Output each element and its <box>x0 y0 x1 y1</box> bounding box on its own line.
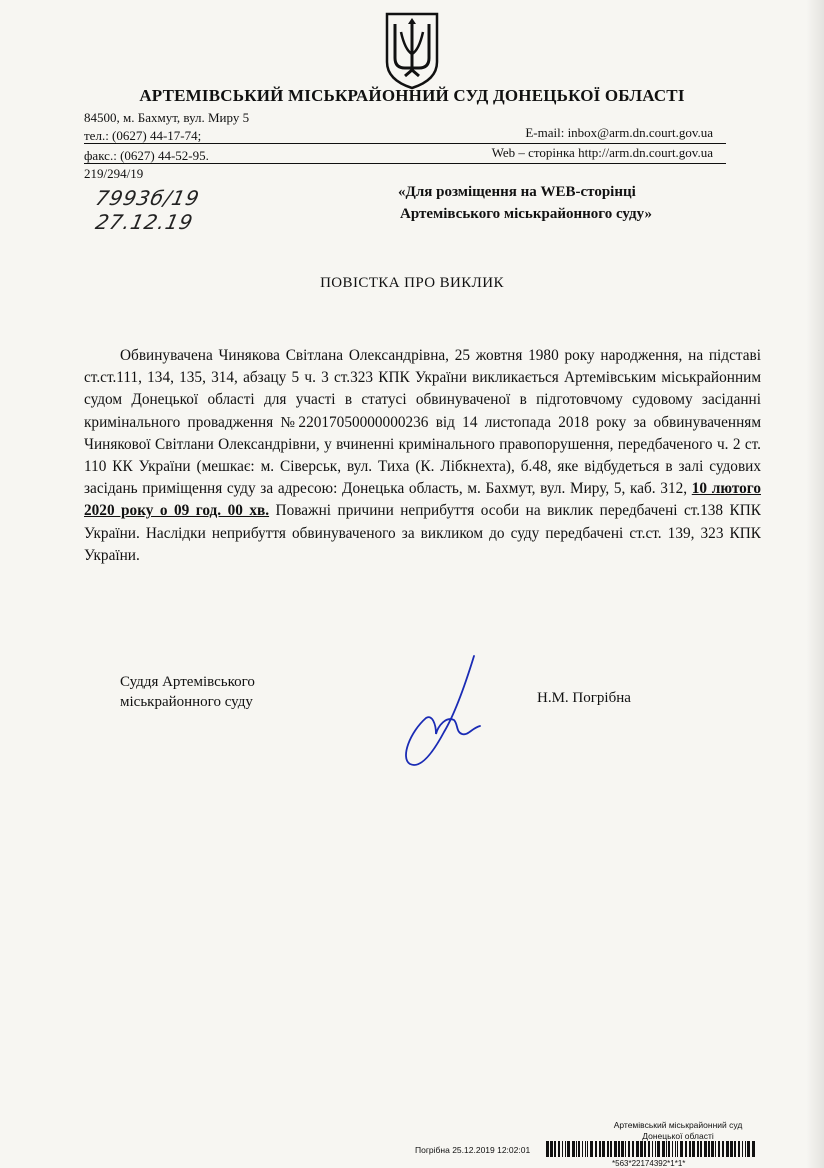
e-signature-info: Погрібна 25.12.2019 12:02:01 <box>415 1145 531 1155</box>
coat-of-arms-icon <box>383 10 441 90</box>
case-number: 219/294/19 <box>84 166 144 181</box>
e-signature-court <box>598 1120 758 1142</box>
handwritten-reg-date: 27.12.19 <box>93 210 196 234</box>
court-address: 84500, м. Бахмут, вул. Миру 5 <box>84 110 250 125</box>
web-note-line1: «Для розміщення на WEB-сторінці <box>398 184 636 200</box>
hearing-datetime: 10 лютого 2020 року о 09 год. 00 хв. <box>84 480 761 520</box>
judge-position-line2: міськрайонного суду <box>120 694 253 710</box>
header-divider-bottom <box>84 163 726 164</box>
body-text-part1: Обвинувачена Чинякова Світлана Олександрівна, 25 жовтня 1980 року народження, на підставі ст.ст.111, 134, 135, 314, абзацу 5 ч. 3 ст.323 КПК України викликається Артемівським міськрайонним судом Донецької області для участі в статусі обвинуваченої в підготовчому судовому засіданні кримінального провадження №22017050000000236 від 14 листопада 2018 року за обвинуваченням Чинякової Світлани Олександрівни, у вчиненні кримінального правопорушення, передбаченого ч. 2 ст. 110 КК України (мешкає: м. Сіверськ, вул. Тиха (К. Лібкнехта), б.48, яке відбудеться в залі судових засідань приміщення суду за адресою: Донецька область, м. Бахмут, вул. Миру, 5, каб. 312, <box>84 347 761 498</box>
handwritten-reg-number: 7993б/19 <box>93 186 202 210</box>
e-signature-court-line1: Артемівський міськрайонний суд <box>613 1120 743 1130</box>
web-note-line2: Артемівського міськрайонного суду» <box>400 206 652 222</box>
header-divider-top <box>84 143 726 144</box>
e-signature-court-line2: Донецької області <box>642 1131 714 1141</box>
barcode-number: *563*22174392*1*1* <box>612 1159 686 1168</box>
scan-edge <box>806 0 824 1168</box>
court-website: Web – сторінка http://arm.dn.court.gov.ua <box>491 145 713 160</box>
handwritten-signature <box>396 652 506 772</box>
body-text-part2: Поважні причини неприбуття особи на виклик передбачені ст.138 КПК України. Наслідки неприбуття обвинуваченого за викликом до суду передбачені ст.ст. 139, 323 КПК України. <box>84 502 761 564</box>
judge-position-line1: Суддя Артемівського <box>120 674 255 690</box>
court-phone: тел.: (0627) 44-17-74; <box>84 128 202 143</box>
judge-name: Н.М. Погрібна <box>537 690 631 706</box>
judge-position <box>120 672 255 712</box>
document-title: ПОВІСТКА ПРО ВИКЛИК <box>320 275 504 291</box>
web-publication-note <box>398 181 652 225</box>
summons-body <box>84 345 761 567</box>
court-fax: факс.: (0627) 44-52-95. <box>84 148 209 163</box>
barcode-icon <box>546 1141 756 1157</box>
court-name: АРТЕМІВСЬКИЙ МІСЬКРАЙОННИЙ СУД ДОНЕЦЬКОЇ ОБЛАСТІ <box>139 86 685 105</box>
court-email: E-mail: inbox@arm.dn.court.gov.ua <box>525 125 713 140</box>
